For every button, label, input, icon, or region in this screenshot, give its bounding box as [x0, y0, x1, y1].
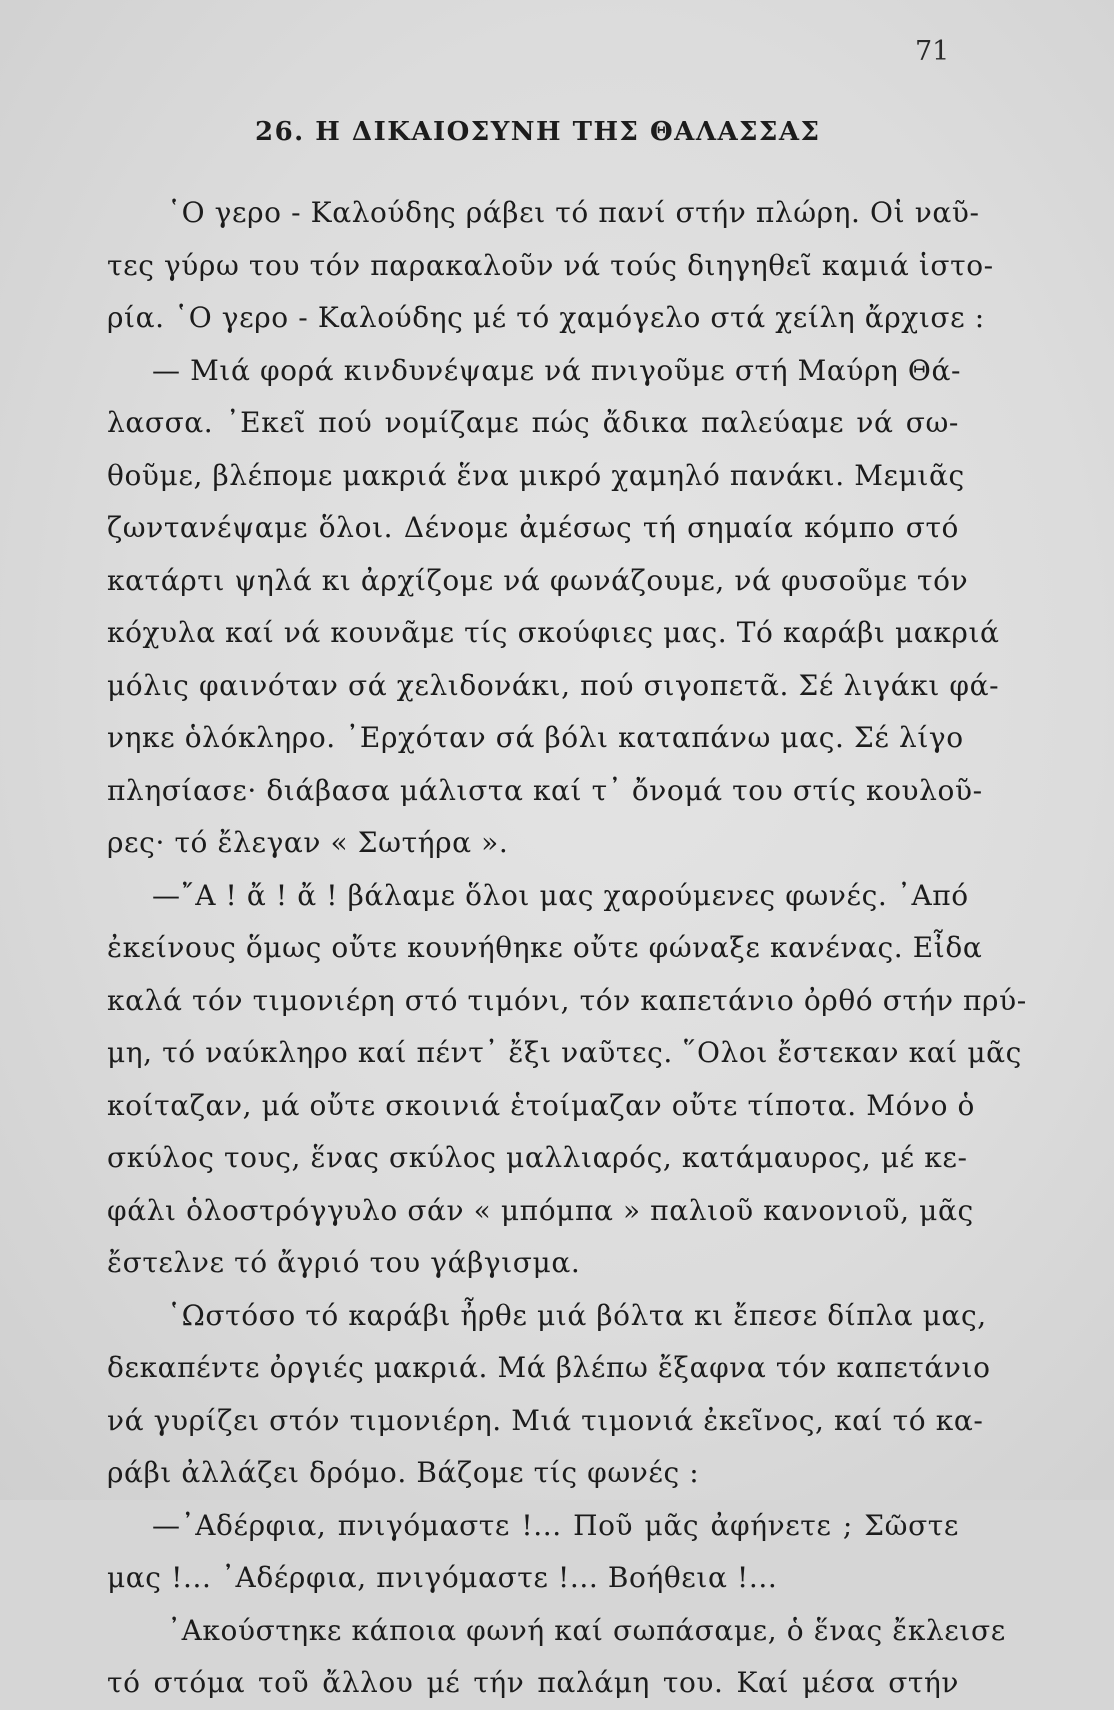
text-line: ἐκείνους ὅμως οὔτε κουνήθηκε οὔτε φώναξε κανένας. Εἶδα — [107, 931, 983, 964]
text-line: μας !... ᾿Αδέρφια, πνιγόμαστε !... Βοήθεια !... — [107, 1561, 778, 1594]
chapter-title: 26. Η ΔΙΚΑΙΟΣΥΝΗ ΤΗΣ ΘΑΛΑΣΣΑΣ — [255, 117, 821, 147]
text-line: ᾿Ακούστηκε κάποια φωνή καί σωπάσαμε, ὁ ἕνας ἔκλεισε — [167, 1613, 1006, 1647]
page-number: 71 — [915, 36, 950, 67]
text-line: νηκε ὁλόκληρο. ᾿Ερχόταν σά βόλι καταπάνω μας. Σέ λίγο — [107, 721, 964, 754]
text-line: τό στόμα τοῦ ἄλλου μέ τήν παλάμη του. Καί μέσα στήν — [107, 1666, 959, 1699]
text-line: ζωντανέψαμε ὅλοι. Δένομε ἀμέσως τή σημαία κόμπο στό — [107, 511, 959, 544]
text-line: ρες· τό ἔλεγαν « Σωτήρα ». — [107, 826, 509, 859]
text-line: ῾Ωστόσο τό καράβι ἦρθε μιά βόλτα κι ἔπεσε δίπλα μας, — [167, 1298, 987, 1332]
text-line: —῎Α ! ἄ ! ἄ ! βάλαμε ὅλοι μας χαρούμενες φωνές. ᾿Από — [152, 878, 969, 912]
text-line: — Μιά φορά κινδυνέψαμε νά πνιγοῦμε στή Μαύρη Θά- — [152, 353, 962, 387]
text-line: πλησίασε· διάβασα μάλιστα καί τ᾿ ὄνομά του στίς κουλοῦ- — [107, 773, 983, 807]
text-line: μόλις φαινόταν σά χελιδονάκι, πού σιγοπετᾶ. Σέ λιγάκι φά- — [107, 668, 1000, 702]
text-line: κόχυλα καί νά κουνᾶμε τίς σκούφιες μας. Τό καράβι μακριά — [107, 616, 1000, 649]
text-line: τες γύρω του τόν παρακαλοῦν νά τούς διηγηθεῖ καμιά ἱστο- — [107, 248, 994, 282]
text-line: μη, τό ναύκληρο καί πέντ᾿ ἔξι ναῦτες. ῞Ολοι ἔστεκαν καί μᾶς — [107, 1036, 1022, 1069]
text-line: θοῦμε, βλέπομε μακριά ἕνα μικρό χαμηλό πανάκι. Μεμιᾶς — [107, 458, 965, 492]
body-text — [107, 187, 1027, 1710]
text-line: νά γυρίζει στόν τιμονιέρη. Μιά τιμονιά ἐκεῖνος, καί τό κα- — [107, 1403, 984, 1437]
text-line: ἔστελνε τό ἄγριό του γάβγισμα. — [107, 1246, 581, 1279]
text-line: φάλι ὁλοστρόγγυλο σάν « μπόμπα » παλιοῦ κανονιοῦ, μᾶς — [107, 1193, 974, 1227]
text-line: —᾿Αδέρφια, πνιγόμαστε !... Ποῦ μᾶς ἀφήνετε ; Σῶστε — [152, 1508, 959, 1542]
text-line: ράβι ἀλλάζει δρόμο. Βάζομε τίς φωνές : — [107, 1456, 700, 1489]
text-line: δεκαπέντε ὀργιές μακριά. Μά βλέπω ἔξαφνα τόν καπετάνιο — [107, 1351, 991, 1384]
text-line: καλά τόν τιμονιέρη στό τιμόνι, τόν καπετάνιο ὀρθό στήν πρύ- — [107, 983, 1027, 1017]
text-line: ῾Ο γερο - Καλούδης ράβει τό πανί στήν πλώρη. Οἱ ναῦ- — [167, 196, 980, 229]
text-line: σκύλος τους, ἕνας σκύλος μαλλιαρός, κατάμαυρος, μέ κε- — [107, 1141, 968, 1174]
text-line: ρία. ῾Ο γερο - Καλούδης μέ τό χαμόγελο στά χείλη ἄρχισε : — [107, 301, 985, 334]
text-line: κατάρτι ψηλά κι ἀρχίζομε νά φωνάζουμε, νά φυσοῦμε τόν — [107, 563, 969, 597]
text-line: κοίταζαν, μά οὔτε σκοινιά ἑτοίμαζαν οὔτε τίποτα. Μόνο ὁ — [107, 1088, 976, 1122]
text-line: λασσα. ᾿Εκεῖ πού νομίζαμε πώς ἄδικα παλεύαμε νά σω- — [107, 406, 959, 439]
